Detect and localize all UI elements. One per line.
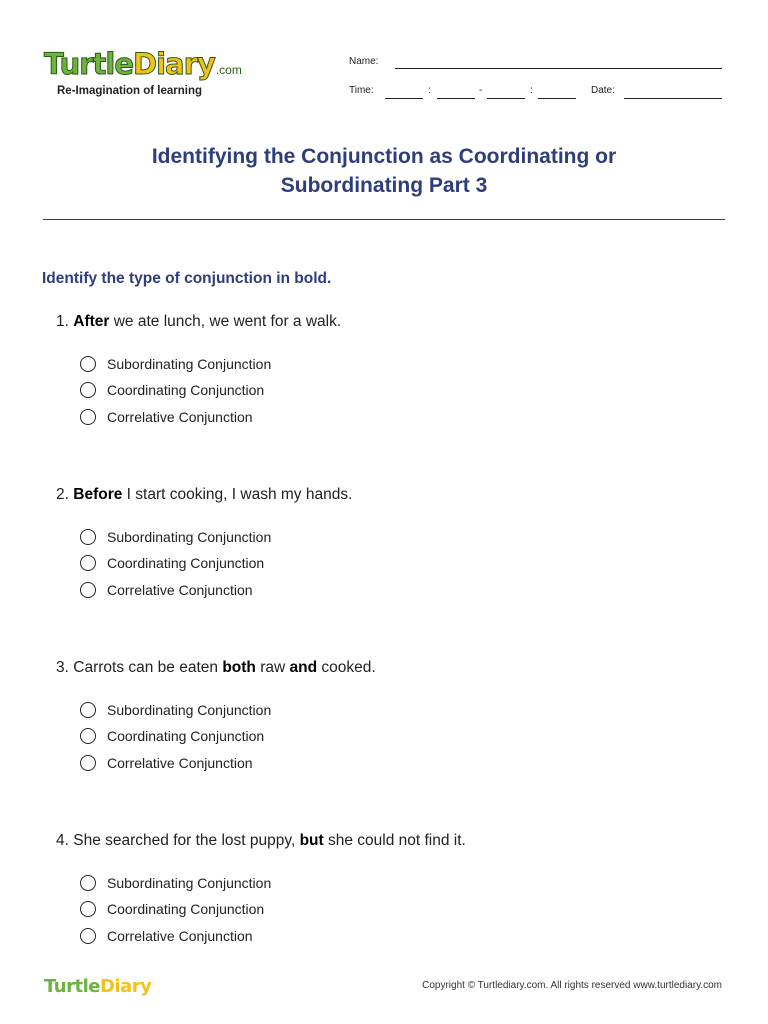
answer-option-label: Coordinating Conjunction xyxy=(107,382,265,398)
time-separator-2: : xyxy=(530,85,533,96)
answer-option-label: Subordinating Conjunction xyxy=(107,529,272,545)
question-2 xyxy=(56,486,352,504)
radio-circle-icon[interactable] xyxy=(80,382,96,398)
answer-option-label: Subordinating Conjunction xyxy=(107,875,272,891)
answer-option-label: Correlative Conjunction xyxy=(107,755,253,771)
answer-option[interactable] xyxy=(80,580,253,600)
radio-circle-icon[interactable] xyxy=(80,582,96,598)
answer-option[interactable] xyxy=(80,899,264,919)
question-1 xyxy=(56,313,341,331)
answer-option[interactable] xyxy=(80,726,264,746)
tagline: Re-Imagination of learning xyxy=(57,85,203,97)
answer-option[interactable] xyxy=(80,753,253,773)
answer-option[interactable] xyxy=(80,873,271,893)
worksheet-title xyxy=(0,142,768,200)
question-text: She searched for the lost puppy, xyxy=(73,832,300,849)
time-end-hour-field[interactable] xyxy=(487,88,525,99)
question-text: raw xyxy=(255,659,290,676)
title-line-2: Subordinating Part 3 xyxy=(280,174,488,197)
turtlediary-logo xyxy=(44,48,242,88)
question-number: 2. xyxy=(56,486,69,503)
time-end-minute-field[interactable] xyxy=(538,88,576,99)
radio-circle-icon[interactable] xyxy=(80,409,96,425)
radio-circle-icon[interactable] xyxy=(80,755,96,771)
radio-circle-icon[interactable] xyxy=(80,928,96,944)
radio-circle-icon[interactable] xyxy=(80,728,96,744)
bold-conjunction: both xyxy=(222,659,256,676)
date-field[interactable] xyxy=(624,88,722,99)
question-number: 4. xyxy=(56,832,69,849)
answer-option[interactable] xyxy=(80,926,253,946)
answer-option-label: Correlative Conjunction xyxy=(107,409,253,425)
title-divider xyxy=(43,219,725,220)
radio-circle-icon[interactable] xyxy=(80,356,96,372)
answer-option-label: Coordinating Conjunction xyxy=(107,728,265,744)
logo-part-diary: Diary xyxy=(133,47,215,81)
answer-option-label: Subordinating Conjunction xyxy=(107,702,272,718)
radio-circle-icon[interactable] xyxy=(80,702,96,718)
answer-option[interactable] xyxy=(80,354,271,374)
question-text: cooked. xyxy=(317,659,376,676)
time-label: Time: xyxy=(349,85,374,96)
question-text: we ate lunch, we went for a walk. xyxy=(109,313,342,330)
answer-option-label: Subordinating Conjunction xyxy=(107,356,272,372)
answer-option[interactable] xyxy=(80,407,253,427)
question-number: 3. xyxy=(56,659,69,676)
question-text: Carrots can be eaten xyxy=(73,659,223,676)
footer-logo xyxy=(44,976,151,997)
name-label: Name: xyxy=(349,56,379,67)
answer-option-label: Coordinating Conjunction xyxy=(107,555,265,571)
copyright-text: Copyright © Turtlediary.com. All rights reserved www.turtlediary.com xyxy=(422,980,722,991)
time-hour-field[interactable] xyxy=(385,88,423,99)
radio-circle-icon[interactable] xyxy=(80,901,96,917)
question-3 xyxy=(56,659,376,677)
logo-part-turtle: Turtle xyxy=(44,47,134,81)
bold-conjunction: and xyxy=(289,659,318,676)
radio-circle-icon[interactable] xyxy=(80,529,96,545)
bold-conjunction: but xyxy=(299,832,324,849)
question-text: I start cooking, I wash my hands. xyxy=(122,486,353,503)
time-range-separator: - xyxy=(479,85,483,96)
radio-circle-icon[interactable] xyxy=(80,875,96,891)
footer-logo-diary: Diary xyxy=(99,976,152,997)
answer-option-label: Correlative Conjunction xyxy=(107,928,253,944)
answer-option[interactable] xyxy=(80,700,271,720)
date-label: Date: xyxy=(591,85,615,96)
question-text: she could not find it. xyxy=(323,832,466,849)
answer-option[interactable] xyxy=(80,527,271,547)
name-field[interactable] xyxy=(395,58,722,69)
answer-option[interactable] xyxy=(80,553,264,573)
radio-circle-icon[interactable] xyxy=(80,555,96,571)
answer-option-label: Coordinating Conjunction xyxy=(107,901,265,917)
title-line-1: Identifying the Conjunction as Coordinating or xyxy=(151,145,617,168)
bold-conjunction: Before xyxy=(73,486,123,503)
footer-logo-turtle: Turtle xyxy=(44,976,100,997)
time-minute-field[interactable] xyxy=(437,88,475,99)
bold-conjunction: After xyxy=(73,313,110,330)
logo-wordmark xyxy=(44,48,215,80)
answer-option-label: Correlative Conjunction xyxy=(107,582,253,598)
question-number: 1. xyxy=(56,313,69,330)
logo-domain: .com xyxy=(215,63,242,77)
instruction: Identify the type of conjunction in bold. xyxy=(42,270,332,287)
time-separator: : xyxy=(428,85,431,96)
answer-option[interactable] xyxy=(80,380,264,400)
question-4 xyxy=(56,832,466,850)
